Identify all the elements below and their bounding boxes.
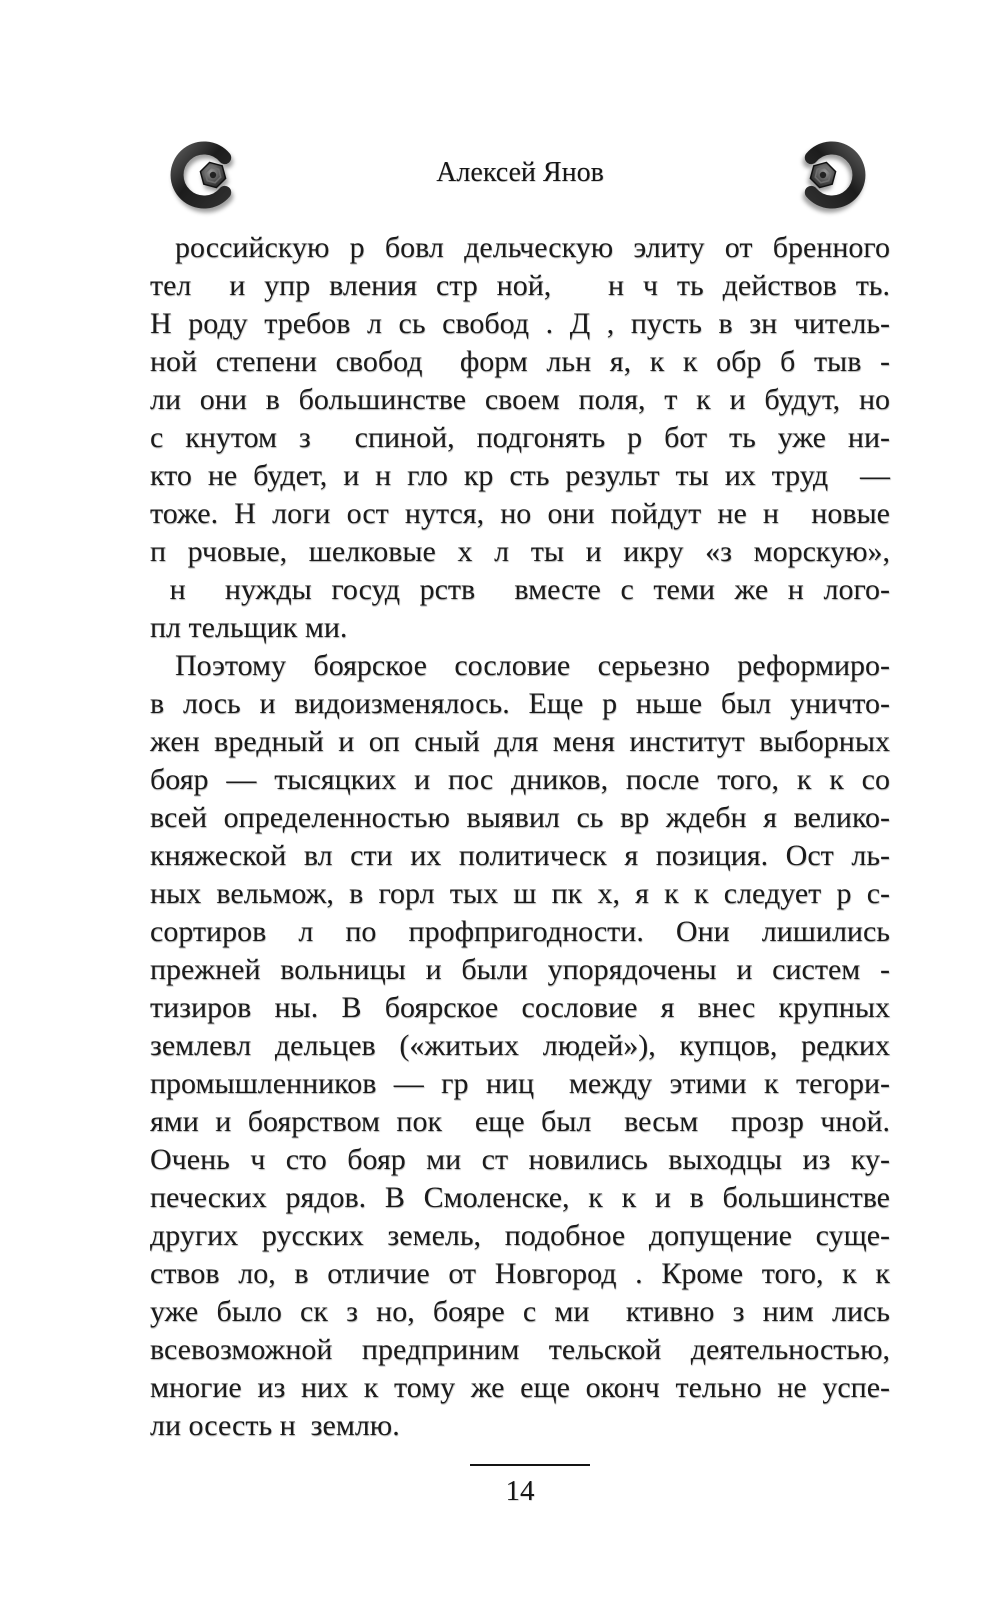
text-line: всей определенностью выявил сь вр ждебн я велико- bbox=[150, 801, 890, 834]
text-line: кто не будет, и н гло кр сть результ ты их труд — bbox=[150, 459, 890, 492]
page-header bbox=[150, 130, 890, 220]
text-line: Поэтому боярское сословие серьезно реформиро- bbox=[175, 649, 890, 682]
text-line: бояр — тысяцких и пос дников, после того, к к со bbox=[150, 763, 890, 796]
text-line: п рчовые, шелковые х л ты и икру «з морскую», bbox=[150, 535, 890, 568]
text-line: ли они в большинстве своем поля, т к и будут, но bbox=[150, 383, 890, 416]
footer-divider bbox=[470, 1464, 590, 1466]
text-line: пл тельщик ми. bbox=[150, 611, 348, 644]
text-line: всевозможной предприним тельской деятельностью, bbox=[150, 1333, 890, 1366]
header-ornament-right-icon bbox=[644, 135, 872, 217]
text-line: Очень ч сто бояр ми ст новились выходцы из ку- bbox=[150, 1143, 890, 1176]
text-line: в лось и видоизменялось. Еще р ньше был уничто- bbox=[150, 687, 890, 720]
text-line: печеских рядов. В Смоленске, к к и в большинстве bbox=[150, 1181, 890, 1214]
text-line: жен вредный и оп сный для меня институт выборных bbox=[150, 725, 890, 758]
text-line: сортиров л по профпригодности. Они лишились bbox=[150, 915, 890, 948]
text-line: промышленников — гр ниц между этими к тегори- bbox=[150, 1067, 890, 1100]
text-line: уже было ск з но, бояре с ми ктивно з ним лись bbox=[150, 1295, 890, 1328]
text-line: землевл дельцев («житьих людей»), купцов, редких bbox=[150, 1029, 890, 1062]
text-line: других русских земель, подобное допущение суще- bbox=[150, 1219, 890, 1252]
text-line: ями и боярством пок еще был весьм прозр чной. bbox=[150, 1105, 890, 1138]
text-line: ных вельмож, в горл тых ш пк х, я к к следует р с- bbox=[150, 877, 890, 910]
text-line: ной степени свобод форм льн я, к к обр б тыв - bbox=[150, 345, 890, 378]
text-line: многие из них к тому же еще оконч тельно не успе- bbox=[150, 1371, 890, 1404]
text-line: н нужды госуд рств вместе с теми же н лого- bbox=[150, 573, 890, 606]
text-line: с кнутом з спиной, подгонять р бот ть уже ни- bbox=[150, 421, 890, 454]
text-line: российскую р бовл дельческую элиту от бренного bbox=[175, 231, 890, 264]
page-number: 14 bbox=[505, 1475, 535, 1507]
text-line: Н роду требов л сь свобод . Д , пусть в зн читель- bbox=[150, 307, 890, 340]
running-head-author: Алексей Янов bbox=[436, 157, 604, 188]
text-line: тел и упр вления стр ной, н ч ть действов ть. bbox=[150, 269, 890, 302]
text-line: княжеской вл сти их политическ я позиция. Ост ль- bbox=[150, 839, 890, 872]
text-line: ствов ло, в отличие от Новгород . Кроме того, к к bbox=[150, 1257, 890, 1290]
text-line: тоже. Н логи ост нутся, но они пойдут не н новые bbox=[150, 497, 890, 530]
body-text bbox=[150, 229, 890, 1445]
text-line: тизиров ны. В боярское сословие я внес крупных bbox=[150, 991, 890, 1024]
text-line: прежней вольницы и были упорядочены и систем - bbox=[150, 953, 890, 986]
text-line: ли осесть н землю. bbox=[150, 1409, 400, 1442]
